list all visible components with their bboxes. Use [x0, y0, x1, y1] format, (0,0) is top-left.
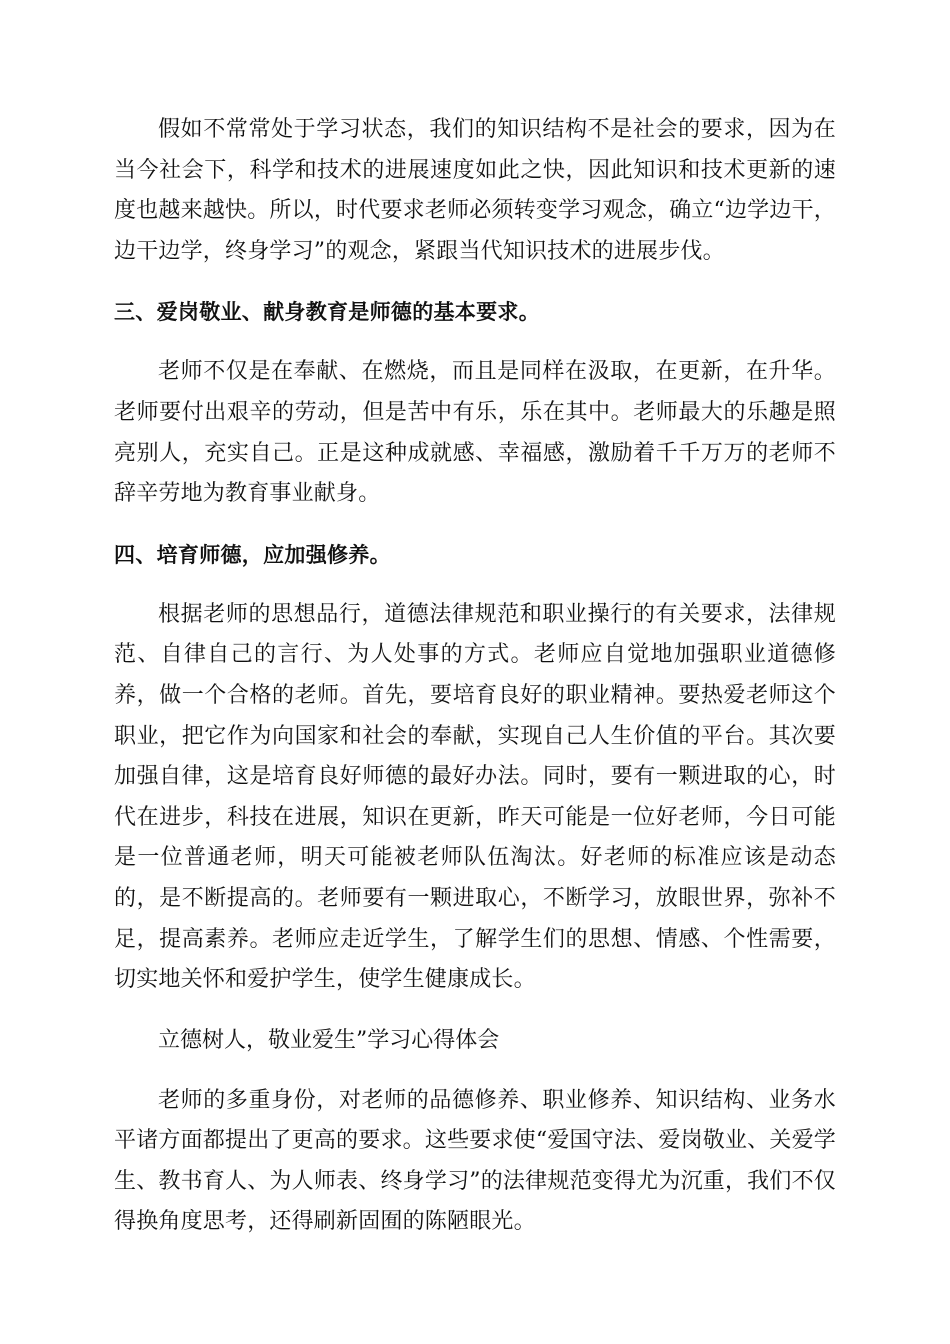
subtitle-line: 立德树人，敬业爱生”学习心得体会 — [158, 1027, 500, 1053]
document-body — [114, 110, 836, 1263]
paragraph-multiple-roles: 老师的多重身份，对老师的品德修养、职业修养、知识结构、业务水平诸方面都提出了更高的要求。这些要求使“爱国守法、爱岗敬业、关爱学生、教书育人、为人师表、终身学习”的法律规范变得尤为沉重，我们不仅得换角度思考，还得刷新固囿的陈陋眼光。 — [114, 1087, 836, 1235]
paragraph-dedication: 老师不仅是在奉献、在燃烧，而且是同样在汲取，在更新，在升华。老师要付出艰辛的劳动，但是苦中有乐，乐在其中。老师最大的乐趣是照亮别人，充实自己。正是这种成就感、幸福感，激励着千千万万的老师不辞辛劳地为教育事业献身。 — [114, 359, 836, 507]
paragraph-cultivation: 根据老师的思想品行，道德法律规范和职业操行的有关要求，法律规范、自律自己的言行、为人处事的方式。老师应自觉地加强职业道德修养，做一个合格的老师。首先，要培育良好的职业精神。要热爱老师这个职业，把它作为向国家和社会的奉献，实现自己人生价值的平台。其次要加强自律，这是培育良好师德的最好办法。同时，要有一颗进取的心，时代在进步，科技在进展，知识在更新，昨天可能是一位好老师，今日可能是一位普通老师，明天可能被老师队伍淘汰。好老师的标准应该是动态的，是不断提高的。老师要有一颗进取心，不断学习，放眼世界，弥补不足，提高素养。老师应走近学生，了解学生们的思想、情感、个性需要，切实地关怀和爱护学生，使学生健康成长。 — [114, 601, 836, 993]
paragraph-learning-attitude: 假如不常常处于学习状态，我们的知识结构不是社会的要求，因为在当今社会下，科学和技术的进展速度如此之快，因此知识和技术更新的速度也越来越快。所以，时代要求老师必须转变学习观念，确立“边学边干，边干边学，终身学习”的观念，紧跟当代知识技术的进展步伐。 — [114, 117, 836, 264]
section-heading-4: 四、培育师德，应加强修养。 — [114, 542, 391, 567]
section-heading-3: 三、爱岗敬业、献身教育是师德的基本要求。 — [114, 300, 540, 325]
